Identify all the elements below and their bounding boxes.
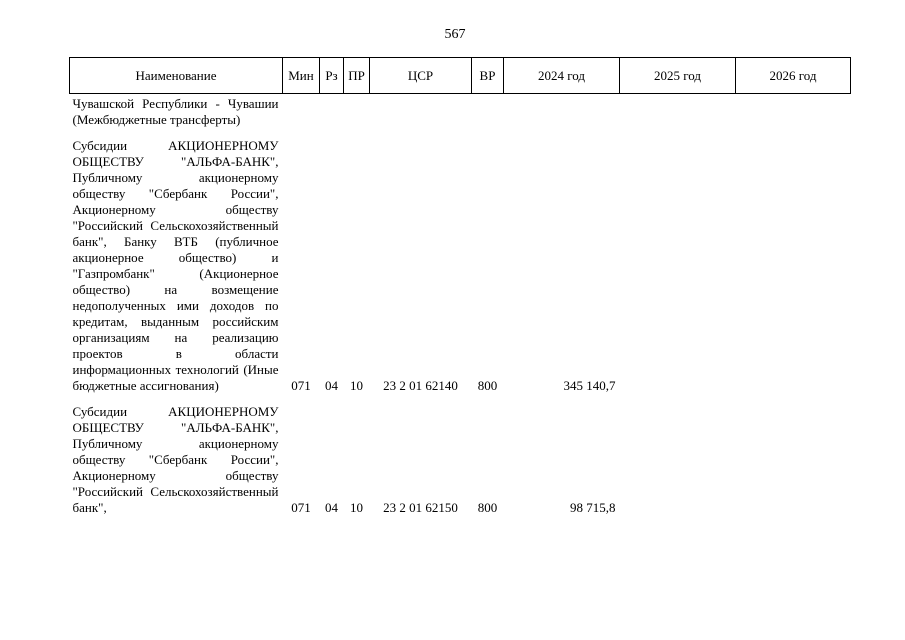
row-2025 (620, 128, 736, 394)
row-name: Субсидии АКЦИОНЕРНОМУ ОБЩЕСТВУ "АЛЬФА-БАНК", Публичному акционерному обществу "Сбербанк России", Акционерному обществу "Российский Сельскохозяйственный банк", Банку ВТБ (публичное акционерное общество) и "Газпромбанк" (Акционерное общество) на возмещение недополученных ими доходов по кредитам, выданным российским организациям на реализацию проектов в области информационных технологий (Иные бюджетные ассигнования) (72, 138, 279, 393)
header-csr: ЦСР (370, 58, 472, 94)
header-pr: ПР (344, 58, 370, 94)
row-vr (472, 94, 504, 129)
row-csr: 23 2 01 62150 (383, 500, 458, 515)
row-csr (370, 94, 472, 129)
row-min: 071 (291, 378, 311, 393)
row-rz: 04 (325, 378, 338, 393)
row-rz: 04 (325, 500, 338, 515)
row-2026 (736, 94, 851, 129)
header-2025: 2025 год (620, 58, 736, 94)
row-2026 (736, 128, 851, 394)
table-row (70, 94, 851, 129)
header-name: Наименование (70, 58, 283, 94)
row-pr: 10 (350, 500, 363, 515)
row-vr: 800 (477, 500, 498, 515)
header-vr: ВР (472, 58, 504, 94)
header-rz: Рз (320, 58, 344, 94)
row-2025 (620, 94, 736, 129)
row-pr: 10 (350, 378, 363, 393)
header-2024: 2024 год (504, 58, 620, 94)
row-rz (320, 94, 344, 129)
row-2026 (736, 394, 851, 516)
table-row (70, 128, 851, 394)
table-row (70, 394, 851, 516)
header-2026: 2026 год (736, 58, 851, 94)
header-min: Мин (283, 58, 320, 94)
row-name: Чувашской Республики - Чувашии (Межбюджетные трансферты) (72, 96, 279, 127)
row-csr: 23 2 01 62140 (383, 378, 458, 393)
row-2024: 98 715,8 (570, 500, 616, 515)
row-vr: 800 (477, 378, 498, 393)
row-pr (344, 94, 370, 129)
row-2024: 345 140,7 (563, 378, 616, 393)
row-2025 (620, 394, 736, 516)
row-min (283, 94, 320, 129)
row-name: Субсидии АКЦИОНЕРНОМУ ОБЩЕСТВУ "АЛЬФА-БАНК", Публичному акционерному обществу "Сбербанк России", Акционерному обществу "Российский Сельскохозяйственный банк", (72, 404, 279, 515)
row-min: 071 (291, 500, 311, 515)
table-header-row (70, 58, 851, 94)
page-number: 567 (444, 27, 466, 42)
budget-table (69, 57, 851, 516)
row-2024 (504, 94, 620, 129)
